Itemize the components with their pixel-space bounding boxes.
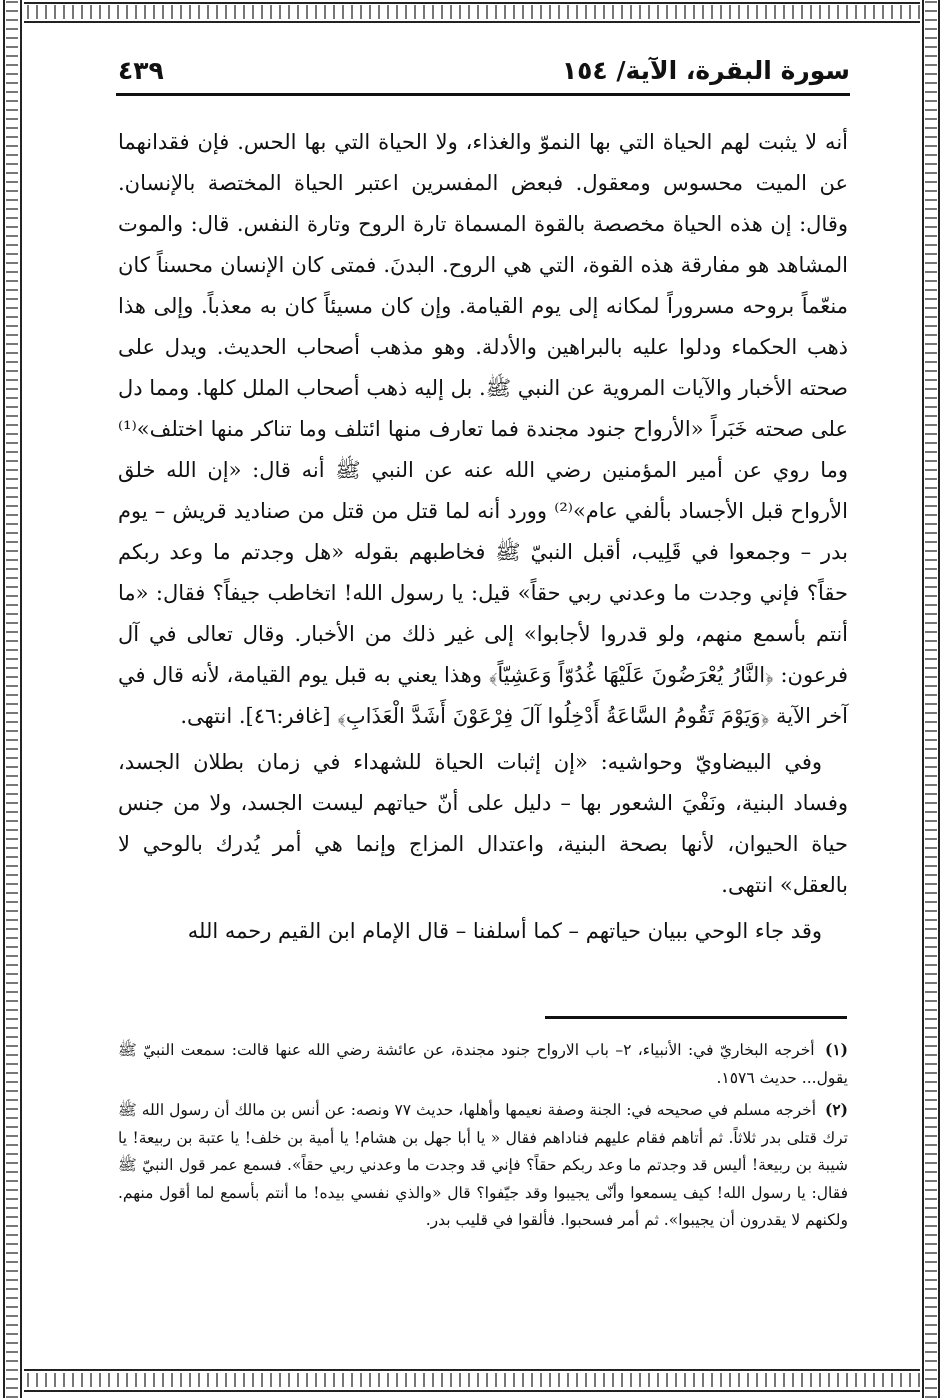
footnote (118, 1036, 848, 1092)
footnote-number: (١) (824, 1040, 848, 1059)
decorative-border-left (0, 0, 24, 1398)
footnote-divider (545, 1016, 847, 1019)
paragraph: وفي البيضاويّ وحواشيه: «إن إثبات الحياة للشهداء في زمان بطلان الجسد، وفساد البنية، ونَفْيَ الشعور بها – دليل على أنّ حياتهم ليست الجسد، ولا من جنس حياة الحيوان، لأنها بصحة البنية، واعتدال المزاج وإنما هي أمر يُدرك بالوحي لا بالعقل» انتهى. (118, 750, 848, 897)
running-title: سورة البقرة، الآية/ ١٥٤ (561, 56, 850, 85)
page-number: ٤٣٩ (118, 56, 164, 85)
decorative-border-top (0, 0, 942, 26)
footnote-text: أخرجه البخاريّ في: الأنبياء، ٢– باب الارواح جنود مجندة، عن عائشة رضي الله عنها قالت: سمعت النبيّ ﷺ يقول... حديث ١٥٧٦. (118, 1041, 848, 1087)
page-header (118, 52, 850, 96)
decorative-border-right (920, 0, 942, 1398)
footnote-number: (٢) (824, 1100, 848, 1119)
decorative-border-bottom (0, 1365, 942, 1395)
footnote (118, 1096, 848, 1235)
header-divider (116, 93, 850, 96)
footnote-text: أخرجه مسلم في صحيحه في: الجنة وصفة نعيمها وأهلها، حديث ٧٧ ونصه: عن أنس بن مالك أن رسول الله ﷺ ترك قتلى بدر ثلاثاً. ثم أتاهم فقام عليهم فناداهم فقال « يا أبا جهل بن هشام! يا أمية بن خلف! يا عتبة بن ربيعة! يا شيبة بن ربيعة! أليس قد وجدتم ما وعد ربكم حقاً؟ فإني قد وجدت ما وعدني ربي حقاً». فسمع عمر قول النبيّ ﷺ فقال: يا رسول الله! كيف يسمعوا وأنّى يجيبوا وقد جيّفوا؟ قال «والذي نفسي بيده! ما أنتم بأسمع لما أقول منهم. ولكنهم لا يقدرون أن يجيبوا». ثم أمر فسحبوا. فألقوا في قليب بدر. (118, 1101, 848, 1229)
paragraph: أنه لا يثبت لهم الحياة التي بها النموّ والغذاء، ولا الحياة التي بها الحس. فإن فقدانهما عن الميت محسوس ومعقول. فبعض المفسرين اعتبر الحياة المختصة بالإنسان. وقال: إن هذه الحياة مخصصة بالقوة المسماة تارة الروح وتارة النفس. قال: والموت المشاهد هو مفارقة هذه القوة، التي هي الروح. البدنَ. فمتى كان الإنسان محسناً كان منعّماً بروحه مسروراً لمكانه إلى يوم القيامة. وإن كان مسيئاً كان به معذباً. وإلى هذا ذهب الحكماء ودلوا عليه بالبراهين والأدلة. وهو مذهب أصحاب الحديث. ويدل على صحته الأخبار والآيات المروية عن النبي ﷺ. بل إليه ذهب أصحاب الملل كلها. ومما دل على صحته خَبَراً «الأرواح جنود مجندة فما تعارف منها ائتلف وما تناكر منها اختلف»⁽¹⁾ وما روي عن أمير المؤمنين رضي الله عنه عن النبي ﷺ أنه قال: «إن الله خلق الأرواح قبل الأجساد بألفي عام»⁽²⁾ وورد أنه لما قتل من قتل من صناديد قريش – يوم بدر – وجمعوا في قَلِيب، أقبل النبيّ ﷺ فخاطبهم بقوله «هل وجدتم ما وعد ربكم حقاً؟ فإني وجدت ما وعدني ربي حقاً» قيل: يا رسول الله! اتخاطب جيفاً؟ فقال: «ما أنتم بأسمع منهم، ولو قدروا لأجابوا» إلى غير ذلك من الأخبار. وقال تعالى في آل فرعون: ﴿النَّارُ يُعْرَضُونَ عَلَيْهَا غُدُوّاً وَعَشِيّاً﴾ وهذا يعني به قبل يوم القيامة، لأنه قال في آخر الآية ﴿وَيَوْمَ تَقُومُ السَّاعَةُ أَدْخِلُوا آلَ فِرْعَوْنَ أَشَدَّ الْعَذَابِ﴾ [غافر:٤٦]. انتهى. (118, 130, 848, 728)
footnotes (118, 1036, 848, 1235)
paragraph: وقد جاء الوحي ببيان حياتهم – كما أسلفنا – قال الإمام ابن القيم رحمه الله (187, 919, 822, 943)
main-text (118, 122, 848, 952)
